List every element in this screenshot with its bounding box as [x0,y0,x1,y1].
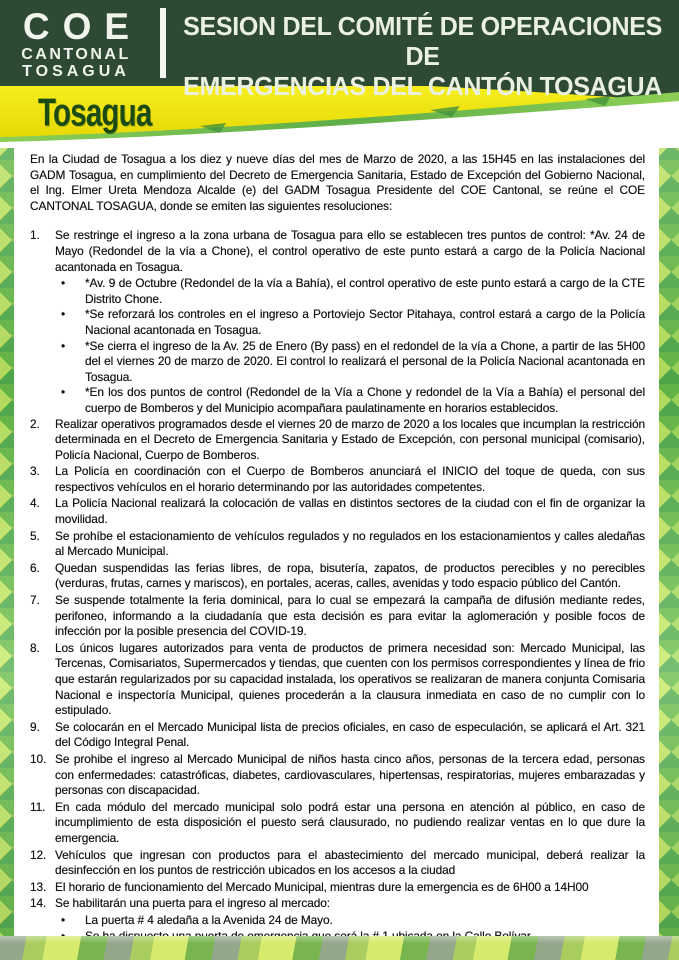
bullet-icon: • [61,307,66,322]
resolution-row [30,896,645,912]
resolution-text: El horario de funcionamiento del Mercado Municipal, mientras dure la emergencia es de 6H00 a 14H00 [55,879,589,894]
resolution-text: Quedan suspendidas las ferias libres, de ropa, bisutería, zapatos, de productos perecibles y no perecibles (verduras, frutas, carnes y mariscos), en portales, aceras, calles, avenidas y todo espacio público del Cantón. [55,560,645,591]
coe-logo-line2: TOSAGUA [22,62,130,80]
bullet-icon: • [61,276,66,291]
resolution-item [30,464,645,495]
logo-divider [160,8,166,78]
coe-acronym: COE [22,6,143,47]
header-title [179,0,674,102]
resolution-number: 4. [30,496,40,511]
resolution-row [30,800,645,847]
resolution-number: 9. [30,719,40,734]
resolution-row [30,496,645,527]
resolution-row [30,228,645,275]
title-line-1: SESION DEL COMITÉ DE OPERACIONES DE [183,13,663,72]
resolution-text: Vehículos que ingresan con productos para el abastecimiento del mercado municipal, deberá realizar la desinfección en los puntos de restricción ubicados en los accesos a la ciudad [55,847,645,878]
brand-logo: Tosagua [38,90,152,135]
resolution-text: En cada módulo del mercado municipal solo podrá estar una persona en atención al público, en caso de incumplimiento de esta disposición el puesto será clausurado, no pudiendo realizar ventas en lo que dure la emergencia. [55,799,645,845]
resolution-row [30,464,645,495]
sub-bullets [30,276,645,416]
resolution-item [30,752,645,799]
resolution-number: 5. [30,528,40,543]
resolution-row [30,641,645,719]
resolution-text: Se suspende totalmente la feria dominical, para lo cual se empezará la campaña de difusión mediante redes, perifoneo, informando a la ciudadanía que esta decisión es para evitar la aglomeración y posible focos de infección por la posible presencia del COVID-19. [55,593,645,639]
resolution-item [30,880,645,896]
coe-logo-line1: CANTONAL [21,45,131,63]
resolutions-list [30,228,645,944]
resolution-text: Se prohíbe el estacionamiento de vehículos regulados y no regulados en los estacionamientos y calles aledañas al Mercado Municipal. [55,528,645,559]
resolution-text: La Policía en coordinación con el Cuerpo de Bomberos anunciará el INICIO del toque de queda, con sus respectivos vehículos en el horario determinando por las autoridades competentes. [55,464,645,494]
sub-bullet-text: La puerta # 4 aledaña a la Avenida 24 de Mayo. [85,912,333,927]
resolution-number: 2. [30,416,40,431]
sub-bullet-item [55,339,645,386]
resolution-item [30,496,645,527]
resolution-item [30,417,645,464]
sub-bullet-text: *Av. 9 de Octubre (Redondel de la vía a Bahía), el control operativo de este punto estará a cargo de la CTE Distrito Chone. [85,276,645,306]
resolution-item [30,641,645,719]
sub-bullet-text: *En los dos puntos de control (Redondel de la Vía a Chone y redondel de la Vía a Bahía) el personal del cuerpo de Bomberos y del Municipio acompañara paulatinamente en horarios establecidos. [85,385,645,415]
resolution-number: 8. [30,640,40,655]
sub-bullet-item [55,385,645,416]
resolution-item [30,720,645,751]
coe-logo [0,0,152,80]
sub-bullet-item [55,276,645,307]
resolution-text: Se colocarán en el Mercado Municipal lista de precios oficiales, en caso de especulación, se aplicará el Art. 321 del Código Integral Penal. [55,719,645,750]
resolution-text: Realizar operativos programados desde el viernes 20 de marzo de 2020 a los locales que incumplan la restricción determinada en el Decreto de Emergencia Sanitaria y Estado de Excepción, con personal municipal (comisario), Policía Nacional, Cuerpo de Bomberos. [55,416,645,462]
resolution-row [30,720,645,751]
title-line-2: EMERGENCIAS DEL CANTÓN TOSAGUA [183,73,663,102]
sub-bullet-text: *Se reforzará los controles en el ingreso a Portoviejo Sector Pitahaya, control estará a cargo de la Policía Nacional acantonada en Tosagua. [85,307,645,337]
resolution-text: Se restringe el ingreso a la zona urbana de Tosagua para ello se establecen tres puntos de control: *Av. 24 de Mayo (Redondel de la vía a Chone), el control operativo de este punto estará a cargo de la Policía Nacional acantonada en Tosagua. [55,228,645,274]
sub-bullet-item [55,307,645,338]
bullet-icon: • [61,912,66,927]
resolution-item [30,228,645,416]
resolution-row [30,752,645,799]
bullet-icon: • [61,385,66,400]
resolution-number: 11. [30,799,46,814]
resolution-item [30,561,645,592]
resolution-text: Se habilitarán una puerta para el ingreso al mercado: [55,896,330,911]
resolution-number: 6. [30,560,40,575]
resolution-row [30,561,645,592]
resolution-number: 1. [30,228,40,243]
resolution-row [30,880,645,896]
resolution-row [30,593,645,640]
sub-bullet-text: *Se cierra el ingreso de la Av. 25 de Enero (By pass) en el redondel de la vía a Chone, a partir de las 5H00 del el viernes 20 de marzo de 2020. El control lo realizará el personal de la Policía Nacional acantonada en Tosagua. [85,338,645,384]
intro-paragraph: En la Ciudad de Tosagua a los diez y nueve días del mes de Marzo de 2020, a las 15H45 en las instalaciones del GADM Tosagua, en cumplimiento del Decreto de Emergencia Sanitaria, Estado de Excepción del Gobierno Nacional, el Ing. Elmer Ureta Mendoza Alcalde (e) del GADM Tosagua Presidente del COE Cantonal, se reúne el COE CANTONAL TOSAGUA, donde se emiten las siguientes resoluciones: [30,152,645,213]
resolution-row [30,417,645,464]
resolution-number: 13. [30,879,47,894]
resolution-item [30,800,645,847]
resolution-item [30,848,645,879]
resolution-number: 14. [30,896,47,911]
resolution-number: 7. [30,593,40,608]
resolution-row [30,529,645,560]
resolution-row [30,848,645,879]
resolution-text: Se prohibe el ingreso al Mercado Municipal de niños hasta cinco años, personas de la tercera edad, personas con enfermedades: catastróficas, diabetes, cardiovasculares, hipertensas, respiratorias, mujeres embarazadas y personas con discapacidad. [55,751,645,798]
sub-bullet-item [55,913,645,929]
resolution-text: La Policía Nacional realizará la colocación de vallas en distintos sectores de la ciudad con el fin de organizar la movilidad. [55,496,645,527]
document-body [14,146,659,936]
resolution-text: Los únicos lugares autorizados para venta de productos de primera necesidad son: Mercado Municipal, las Tercenas, Comisariatos, Supermercados y tiendas, que cuenten con los permisos correspondientes y línea de frio que estarán regularizados por su capacidad instalada, los operativos se realizaran de manera conjunta Comisaria Nacional e inspectoría Municipal, quienes procederán a la clausura inmediata en caso de no cumplir con lo estipulado. [55,640,645,718]
bullet-icon: • [61,338,66,353]
bottom-mosaic-border [0,936,679,960]
header-banner [0,0,679,102]
resolution-item [30,529,645,560]
resolution-item [30,593,645,640]
resolution-number: 12. [30,847,47,862]
resolution-number: 10. [30,751,47,766]
resolution-number: 3. [30,464,40,479]
